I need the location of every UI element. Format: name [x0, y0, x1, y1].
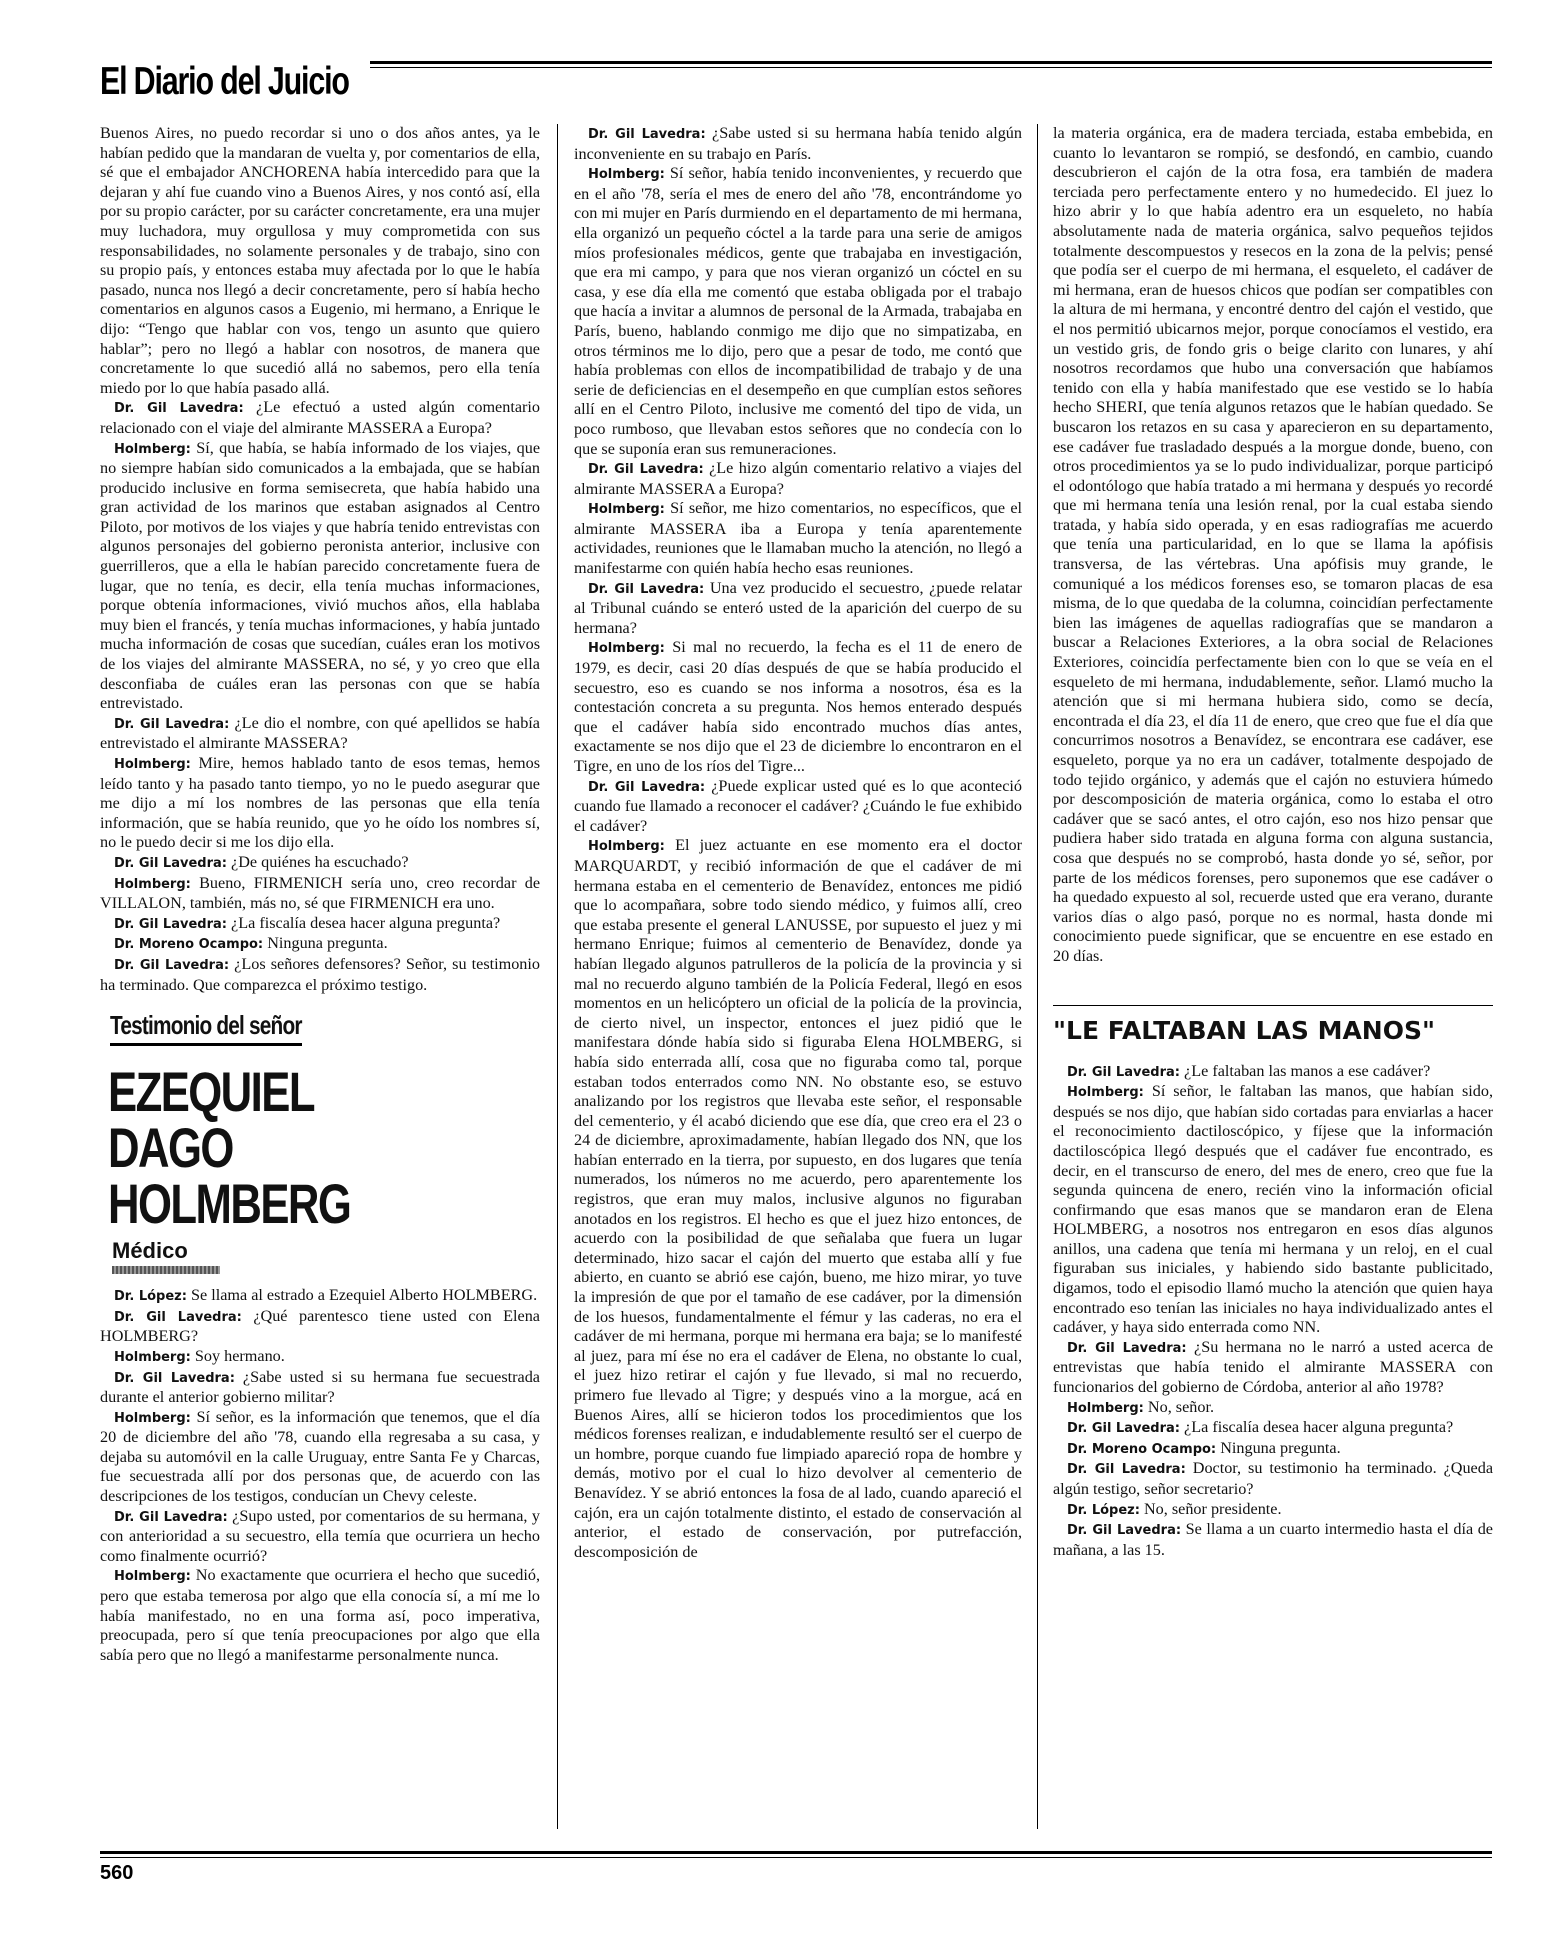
- testimony-text: No, señor presidente.: [1143, 1499, 1282, 1518]
- testimony-text: Soy hermano.: [194, 1346, 285, 1365]
- testimony-text: Sí, que había, se había informado de los viajes, que no siempre habían sido comunicados a la embajada, que se habían producido inclusive en forma semisecreta, que había habido una gran actividad de los marinos que estaban asignados al Centro Piloto, por motivos de los viajes y que habría tenido entrevistas con algunos personajes del gobierno peronista anterior, inclusive con guerrilleros, que a ella le habían parecido concretamente fuera de lugar, que no tenía, es decir, ella tenía muchas informaciones, porque obtenía informaciones, vivió muchos años, ella hablaba muy bien el francés, y tenía muchas informaciones, y había juntado mucha información de cosas que sucedían, cuáles eran los motivos de los viajes del almirante MASSERA, no sé, y yo creo que ella desconfiaba de cuáles eran las personas con que se había entrevistado.: [100, 438, 541, 713]
- speaker-label: Dr. Gil Lavedra:: [114, 957, 230, 973]
- column-1: [100, 124, 540, 1665]
- testimony-line: [1053, 1418, 1493, 1439]
- testimony-line: [100, 934, 540, 955]
- testimony-line: [100, 955, 540, 995]
- testimony-text: ¿La fiscalía desea hacer alguna pregunta?: [231, 913, 501, 932]
- testimony-text: ¿Le efectuó a usted algún comentario relacionado con el viaje del almirante MASSERA a Europa?: [100, 398, 540, 437]
- testimony-text: Sí señor, le faltaban las manos, que habían sido, después se nos dijo, que habían sido cortadas para enviarlas a hacer el reconocimiento dactiloscópico, y fíjese que la información dactiloscópica llegó después que el cadáver fue encontrado, es decir, en el transcurso de enero, del mes de enero, creo que fue la segunda quincena de enero, recién vino la información oficial confirmando que esas manos que se mandaron eran de Elena HOLMBERG, a nosotros nos entregaron en esos días algunos anillos, una cadena que tenía mi hermana y un reloj, en el cual figuraban sus iniciales, y habiendo sido bastante publicitado, digamos, todo el episodio llamó mucho la atención que quien haya encontrado eso tenían las iniciales no haya individualizado antes el cadáver, y haya sido enterrada como NN.: [1053, 1082, 1493, 1337]
- testimony-line: [100, 1368, 540, 1408]
- testimony-line: [1053, 1338, 1493, 1398]
- speaker-label: Dr. Gil Lavedra:: [114, 1370, 235, 1386]
- testimony-line: [100, 398, 540, 438]
- paragraph: Buenos Aires, no puedo recordar si uno o dos años antes, ya le habían pedido que la mandaran de vuelta y, por comentarios de ella, sé que el embajador ANCHORENA había intercedido para que la dejaran y ahí fue cuando vino a Buenos Aires, y nos contó así, ella por su propio carácter, por su carácter concretamente, era una mujer muy luchadora, muy orgullosa y muy comprometida con sus responsabilidades, no solamente personales y de trabajo, sino con su propio país, y entonces estaba muy afectada por lo que le había pasado, nunca nos llegó a decir concretamente, pero sí había hecho comentarios en algunos casos a Eugenio, mi hermano, a Enrique le dijo: “Tengo que hablar con vos, tengo un asunto que quiero hablar”; pero no llegó a hablar con nosotros, de manera que concretamente lo que sucedió allá no sabemos, pero ella tenía miedo por lo que había pasado allá.: [100, 124, 540, 397]
- testimony-line: [100, 1286, 540, 1307]
- speaker-label: Holmberg:: [1067, 1400, 1144, 1416]
- testimony-text: ¿Sabe usted si su hermana fue secuestrada durante el anterior gobierno militar?: [100, 1367, 540, 1407]
- testimony-line: [574, 124, 1022, 164]
- testimony-text: ¿Le dio el nombre, con qué apellidos se había entrevistado el almirante MASSERA?: [100, 713, 540, 753]
- speaker-label: Dr. Gil Lavedra:: [588, 779, 706, 795]
- testimony-text: Ninguna pregunta.: [267, 934, 388, 953]
- testimony-line: [574, 164, 1022, 459]
- speaker-label: Holmberg:: [114, 1349, 191, 1365]
- testimony-text: El juez actuante en ese momento era el doctor MARQUARDT, y recibió información de que el cadáver de mi hermana estaba en el cementerio de Benavídez, entonces me pidió que lo acompañara, sobre todo siendo médico, y fuimos allí, creo que estaba presente el general LANUSSE, por supuesto el juez y mi hermano Enrique; fuimos al cementerio de Benavídez, donde ya habían llegado algunos patrulleros de la policía de la provincia y si mal no recuerdo alguno también de la Policía Federal, llegó en esos momentos en un helicóptero un oficial de la policía de la provincia, de cierto nivel, un inspector, entonces el juez pidió que le manifestara dónde había sido si figuraba Elena HOLMBERG, si había sido enterrada allí, cosa que no figuraba como tal, porque estaban todos enterrados como NN. No obstante eso, se estuvo analizando por los registros que llevaba este señor, el responsable del cementerio, y él acabó diciendo que ese día, que creo era el 23 o 24 de diciembre, aproximadamente, habían llegado dos NN, que los habían enterrado en la tierra, por supuesto, en dos lugares que tenía numerados, los números no me acuerdo, pero aparentemente los registros, que eran muy malos, inclusive algunos no figuraban anotados en los registros. El hecho es que el juez hizo entonces, de acuerdo con la posibilidad de que señalaba que fuera un lugar determinado, hizo sacar el cajón del muerto que estaba allí y fue abierto, en cuanto se abrió ese cajón, bueno, me hizo mirar, yo tuve la impresión de que por el tamaño de ese cadáver, por la dimensión de los huesos, fundamentalmente el fémur y las caderas, no era el cadáver de mi hermana, porque mi hermana era baja; se lo manifesté al juez, para mí ése no era el cadáver de Elena, no obstante lo cual, el juez hizo retirar el cajón y fue llevado, si mal no recuerdo, primero fue llevado al Tigre; y después vino a la morgue, acá en Buenos Aires, allí se hicieron todos los procedimientos que los médicos forenses realizan, e indudablemente resultó ser el cuerpo de un hombre, porque cuando fue limpiado apareció ropa de hombre y demás, motivo por el cual lo hizo devolver al cementerio de Benavídez. Y se abrió entonces la fosa de al lado, cuando apareció el cajón, era un cajón totalmente distinto, el estado de conservación al anterior, el estado de conservación, por putrefacción, descomposición de: [574, 836, 1022, 1561]
- witness-intro: Testimonio del señor: [110, 1009, 302, 1046]
- page-number: 560: [100, 1862, 134, 1884]
- testimony-line: [574, 638, 1022, 776]
- masthead-rule: [370, 61, 1492, 64]
- speaker-label: Dr. López:: [114, 1289, 187, 1305]
- testimony-text: No, señor.: [1147, 1397, 1214, 1416]
- speaker-label: Holmberg:: [588, 839, 665, 855]
- testimony-line: [1053, 1500, 1493, 1521]
- testimony-text: ¿Puede explicar usted qué es lo que aconteció cuando fue llamado a reconocer el cadáver? ¿Cuándo le fue exhibido el cadáver?: [574, 776, 1022, 835]
- witness-name: [108, 1060, 445, 1236]
- testimony-text: Bueno, FIRMENICH sería uno, creo recordar de VILLALON, también, más no, sé que FIRMENICH era uno.: [100, 873, 540, 913]
- speaker-label: Holmberg:: [588, 502, 665, 518]
- testimony-text: Se llama a un cuarto intermedio hasta el día de mañana, a las 15.: [1053, 1520, 1493, 1559]
- testimony-line: [574, 579, 1022, 639]
- witness-role: Médico: [112, 1238, 188, 1264]
- testimony-line: [1053, 1082, 1493, 1338]
- testimony-line: [1053, 1062, 1493, 1083]
- testimony-text: ¿Qué parentesco tiene usted con Elena HOLMBERG?: [100, 1306, 540, 1346]
- testimony-text: No exactamente que ocurriera el hecho que sucedió, pero que estaba temerosa por algo que ella conocía sí, a mí me lo había manifestado, no en una forma así, poco imperativa, preocupada, pero sí que tenía preocupaciones por algo que ella sabía pero que no llegó a manifestarme personalmente nunca.: [100, 1566, 540, 1664]
- footer-rule-thin: [100, 1857, 1492, 1858]
- testimony-line: [100, 1307, 540, 1347]
- speaker-label: Dr. Gil Lavedra:: [114, 716, 230, 732]
- section-subhead: "LE FALTABAN LAS MANOS": [1053, 1005, 1493, 1048]
- speaker-label: Dr. Gil Lavedra:: [1067, 1523, 1182, 1539]
- speaker-label: Holmberg:: [1067, 1085, 1144, 1101]
- witness-name-line: EZEQUIEL DAGO: [108, 1060, 314, 1180]
- speaker-label: Holmberg:: [114, 757, 191, 772]
- speaker-label: Dr. Gil Lavedra:: [588, 127, 706, 142]
- speaker-label: Dr. Gil Lavedra:: [588, 462, 704, 478]
- speaker-label: Dr. Gil Lavedra:: [114, 1309, 242, 1325]
- testimony-line: [100, 754, 540, 853]
- testimony-line: [100, 1347, 540, 1368]
- testimony-line: [100, 1566, 540, 1665]
- speaker-label: Holmberg:: [114, 1569, 191, 1585]
- testimony-line: [574, 836, 1022, 1562]
- testimony-text: ¿Su hermana no le narró a usted acerca de entrevistas que había tenido el almirante MASSERA con funcionarios del gobierno de Córdoba, anterior al año 1978?: [1053, 1337, 1494, 1397]
- speaker-label: Dr. Gil Lavedra:: [114, 401, 244, 417]
- speaker-label: Dr. Gil Lavedra:: [588, 581, 705, 597]
- testimony-text: Sí señor, me hizo comentarios, no específicos, que el almirante MASSERA iba a Europa y tenía aparentemente actividades, reuniones que le llamaban mucho la atención, no llegó a manifestarme con quién había hecho esas reuniones.: [574, 499, 1023, 578]
- column-3: [1053, 124, 1493, 1560]
- testimony-line: [574, 777, 1022, 837]
- masthead-rule-thin: [370, 67, 1492, 68]
- column-2: [574, 124, 1022, 1562]
- testimony-text: ¿Le faltaban las manos a ese cadáver?: [1184, 1061, 1431, 1080]
- publication-title: El Diario del Juicio: [100, 60, 349, 103]
- testimony-line: [1053, 1439, 1493, 1460]
- masthead: [100, 52, 1492, 114]
- speaker-label: Dr. Gil Lavedra:: [114, 916, 227, 932]
- decorative-bar: [112, 1266, 220, 1274]
- speaker-label: Holmberg:: [588, 167, 665, 183]
- speaker-label: Dr. Moreno Ocampo:: [1067, 1441, 1217, 1457]
- testimony-line: [574, 459, 1022, 499]
- witness-header: [100, 1009, 540, 1274]
- speaker-label: Dr. Gil Lavedra:: [1067, 1421, 1180, 1437]
- speaker-label: Dr. Gil Lavedra:: [1067, 1462, 1186, 1478]
- speaker-label: Dr. López:: [1067, 1502, 1140, 1518]
- testimony-line: [100, 714, 540, 754]
- testimony-line: [100, 874, 540, 914]
- testimony-text: Mire, hemos hablado tanto de esos temas, hemos leído tanto y ha pasado tanto tiempo, yo no le puedo asegurar que me dijo a mí los nombres de las personas que ella tenía información, que se había reunido, que yo he oído los nombres sí, no le puedo decir si me los dijo ella.: [100, 754, 541, 852]
- testimony-text: Una vez producido el secuestro, ¿puede relatar al Tribunal cuándo se enteró usted de la aparición del cuerpo de su hermana?: [574, 578, 1022, 637]
- paragraph: la materia orgánica, era de madera terciada, estaba embebida, en cuanto lo levantaron se rompió, se desfondó, en cambio, cuando descubrieron el cajón de la otra fosa, era también de madera terciada pero perfectamente entero y no humedecido. El juez lo hizo abrir y lo que había adentro era un esqueleto, no había absolutamente nada de materia orgánica, salvo pequeños tejidos totalmente descompuestos y resecos en la zona de la pelvis; pensé que podía ser el cuerpo de mi hermana, el esqueleto, el cadáver de mi hermana, eran de huesos chicos que podían ser compatibles con la altura de mi hermana, y encontré dentro del cajón el vestido, que el nos permitió ubicarnos mejor, porque conocíamos el vestido, era un vestido gris, de fondo gris o beige clarito con lunares, y ahí nosotros recordamos que hubo una conversación que habíamos tenido con ella y había manifestado que ese vestido se lo había hecho SHERI, que tenía algunos retazos que le habían quedado. Se buscaron los retazos en su casa y aparecieron en su departamento, ese cadáver fue trasladado después a la morgue donde, bueno, con otros procedimientos ya se lo pudo individualizar, porque participó el odontólogo que había tratado a mi hermana y después yo recordé que mi hermana tenía una lesión renal, por la cual estaba siendo tratada, y había sido operada, y en esas radiografías me acuerdo que tenía una particularidad, en lo que se llama la apófisis transversa, de las vértebras. Una apófisis muy grande, le comuniqué a los médicos forenses eso, se tomaron placas de esa misma, de lo que quedaba de la columna, coincidían perfectamente bien las imágenes de aquellas radiografías que se mandaron a buscar a Relaciones Exteriores, a la obra social de Relaciones Exteriores, coincidía perfectamente bien con lo que se veía en el esqueleto de mi hermana, indudablemente, señor. Llamó mucho la atención que si mi hermana hubiera sido, como se decía, encontrada el día 23, el día 11 de enero, que creo que fue el día que concurrimos nosotros a Benavídez, se encontrara ese cadáver, ese esqueleto, porque ya no era un cadáver, totalmente despojado de todo tejido orgánico, y además que el cajón no estuviera húmedo por descomposición de materia orgánica, como lo estaba el otro cadáver que se sacó antes, el otro cajón, eso nos hizo pensar que pudiera haber sido tratada en alguna forma con alguna sustancia, cosa que después no se comprobó, hasta donde yo sé, señor, por parte de los médicos forenses, pero suponemos que ese cadáver o ha quedado expuesto al sol, recuerde usted que era verano, durante varios días o algo pasó, porque no es normal, hasta donde mi conocimiento puede significar, que se encuentre en ese estado en 20 días.: [1053, 124, 1493, 965]
- speaker-label: Dr. Gil Lavedra:: [1067, 1064, 1180, 1080]
- speaker-label: Holmberg:: [114, 876, 191, 892]
- testimony-text: ¿Le hizo algún comentario relativo a viajes del almirante MASSERA a Europa?: [574, 459, 1022, 498]
- speaker-label: Holmberg:: [114, 1410, 191, 1426]
- testimony-line: [100, 1408, 540, 1507]
- testimony-line: [1053, 1398, 1493, 1419]
- testimony-text: Se llama al estrado a Ezequiel Alberto HOLMBERG.: [190, 1286, 538, 1305]
- testimony-text: ¿Supo usted, por comentarios de su hermana, y con anterioridad a su secuestro, ella temía que ocurriera un hecho como finalmente ocurrió?: [100, 1506, 540, 1565]
- speaker-label: Holmberg:: [114, 441, 191, 457]
- testimony-line: [574, 499, 1022, 578]
- testimony-line: [100, 914, 540, 935]
- column-divider: [557, 124, 558, 1829]
- speaker-label: Dr. Gil Lavedra:: [114, 855, 227, 871]
- testimony-text: ¿Sabe usted si su hermana había tenido algún inconveniente en su trabajo en París.: [574, 124, 1022, 163]
- witness-name-line: HOLMBERG: [108, 1172, 351, 1236]
- speaker-label: Holmberg:: [588, 641, 665, 657]
- testimony-text: Si mal no recuerdo, la fecha es el 11 de enero de 1979, es decir, casi 20 días después de que se había producido el secuestro, eso es cuando se nos informa a nosotros, ésa es la contestación concreta a su pregunta. Nos hemos enterado después que el cadáver había sido encontrado muchos días antes, exactamente se nos dijo que el 23 de diciembre lo encontraron en el Tigre, en uno de los ríos del Tigre...: [574, 638, 1023, 775]
- speaker-label: Dr. Gil Lavedra:: [1067, 1340, 1187, 1356]
- testimony-line: [1053, 1459, 1493, 1499]
- testimony-line: [100, 439, 540, 714]
- testimony-line: [1053, 1520, 1493, 1560]
- testimony-text: Sí señor, es la información que tenemos, que el día 20 de diciembre del año '78, cuando ella regresaba a su casa, y dejaba su automóvil en la calle Uruguay, entre Santa Fe y Charcas, fue secuestrada allí por dos personas que, de acuerdo con las descripciones de los testigos, conducían un Chevy celeste.: [100, 1407, 540, 1506]
- testimony-line: [100, 1507, 540, 1567]
- speaker-label: Dr. Gil Lavedra:: [114, 1509, 228, 1525]
- testimony-text: Sí señor, había tenido inconvenientes, y recuerdo que en el año '78, sería el mes de enero del año '78, encontrándome yo con mi mujer en París durmiendo en el departamento de mi hermana, ella organizó un pequeño cóctel a la tarde para una serie de amigos míos profesionales médicos, gente que trabajaba en investigación, que era mi campo, y para que nos vieran organizó un cóctel en su casa, y ese día ella me comentó que estaba obligada por el trabajo que hacía a invitar a alumnos de personal de la Armada, trabajaba en París, bueno, hablando conmigo me dijo que no simpatizaba, en otros términos me lo dijo, pero que a pesar de todo, me contó que había problemas con ellos de incompatibilidad de trabajo y de una serie de deficiencias en el desempeño en que cumplían estos señores allí en el Centro Piloto, inclusive me comentó del tipo de vida, un poco rumboso, que llevaban estos señores que no condecía con lo que se suponía eran sus remuneraciones.: [574, 164, 1023, 458]
- footer-rule: [100, 1851, 1492, 1854]
- testimony-text: ¿Los señores defensores? Señor, su testimonio ha terminado. Que comparezca el próximo testigo.: [100, 954, 540, 994]
- testimony-text: Doctor, su testimonio ha terminado. ¿Queda algún testigo, señor secretario?: [1053, 1459, 1493, 1498]
- testimony-text: ¿De quiénes ha escuchado?: [231, 852, 409, 871]
- testimony-text: ¿La fiscalía desea hacer alguna pregunta?: [1184, 1418, 1454, 1437]
- testimony-line: [100, 853, 540, 874]
- speaker-label: Dr. Moreno Ocampo:: [114, 937, 264, 953]
- testimony-text: Ninguna pregunta.: [1220, 1438, 1341, 1457]
- column-divider: [1037, 124, 1038, 1829]
